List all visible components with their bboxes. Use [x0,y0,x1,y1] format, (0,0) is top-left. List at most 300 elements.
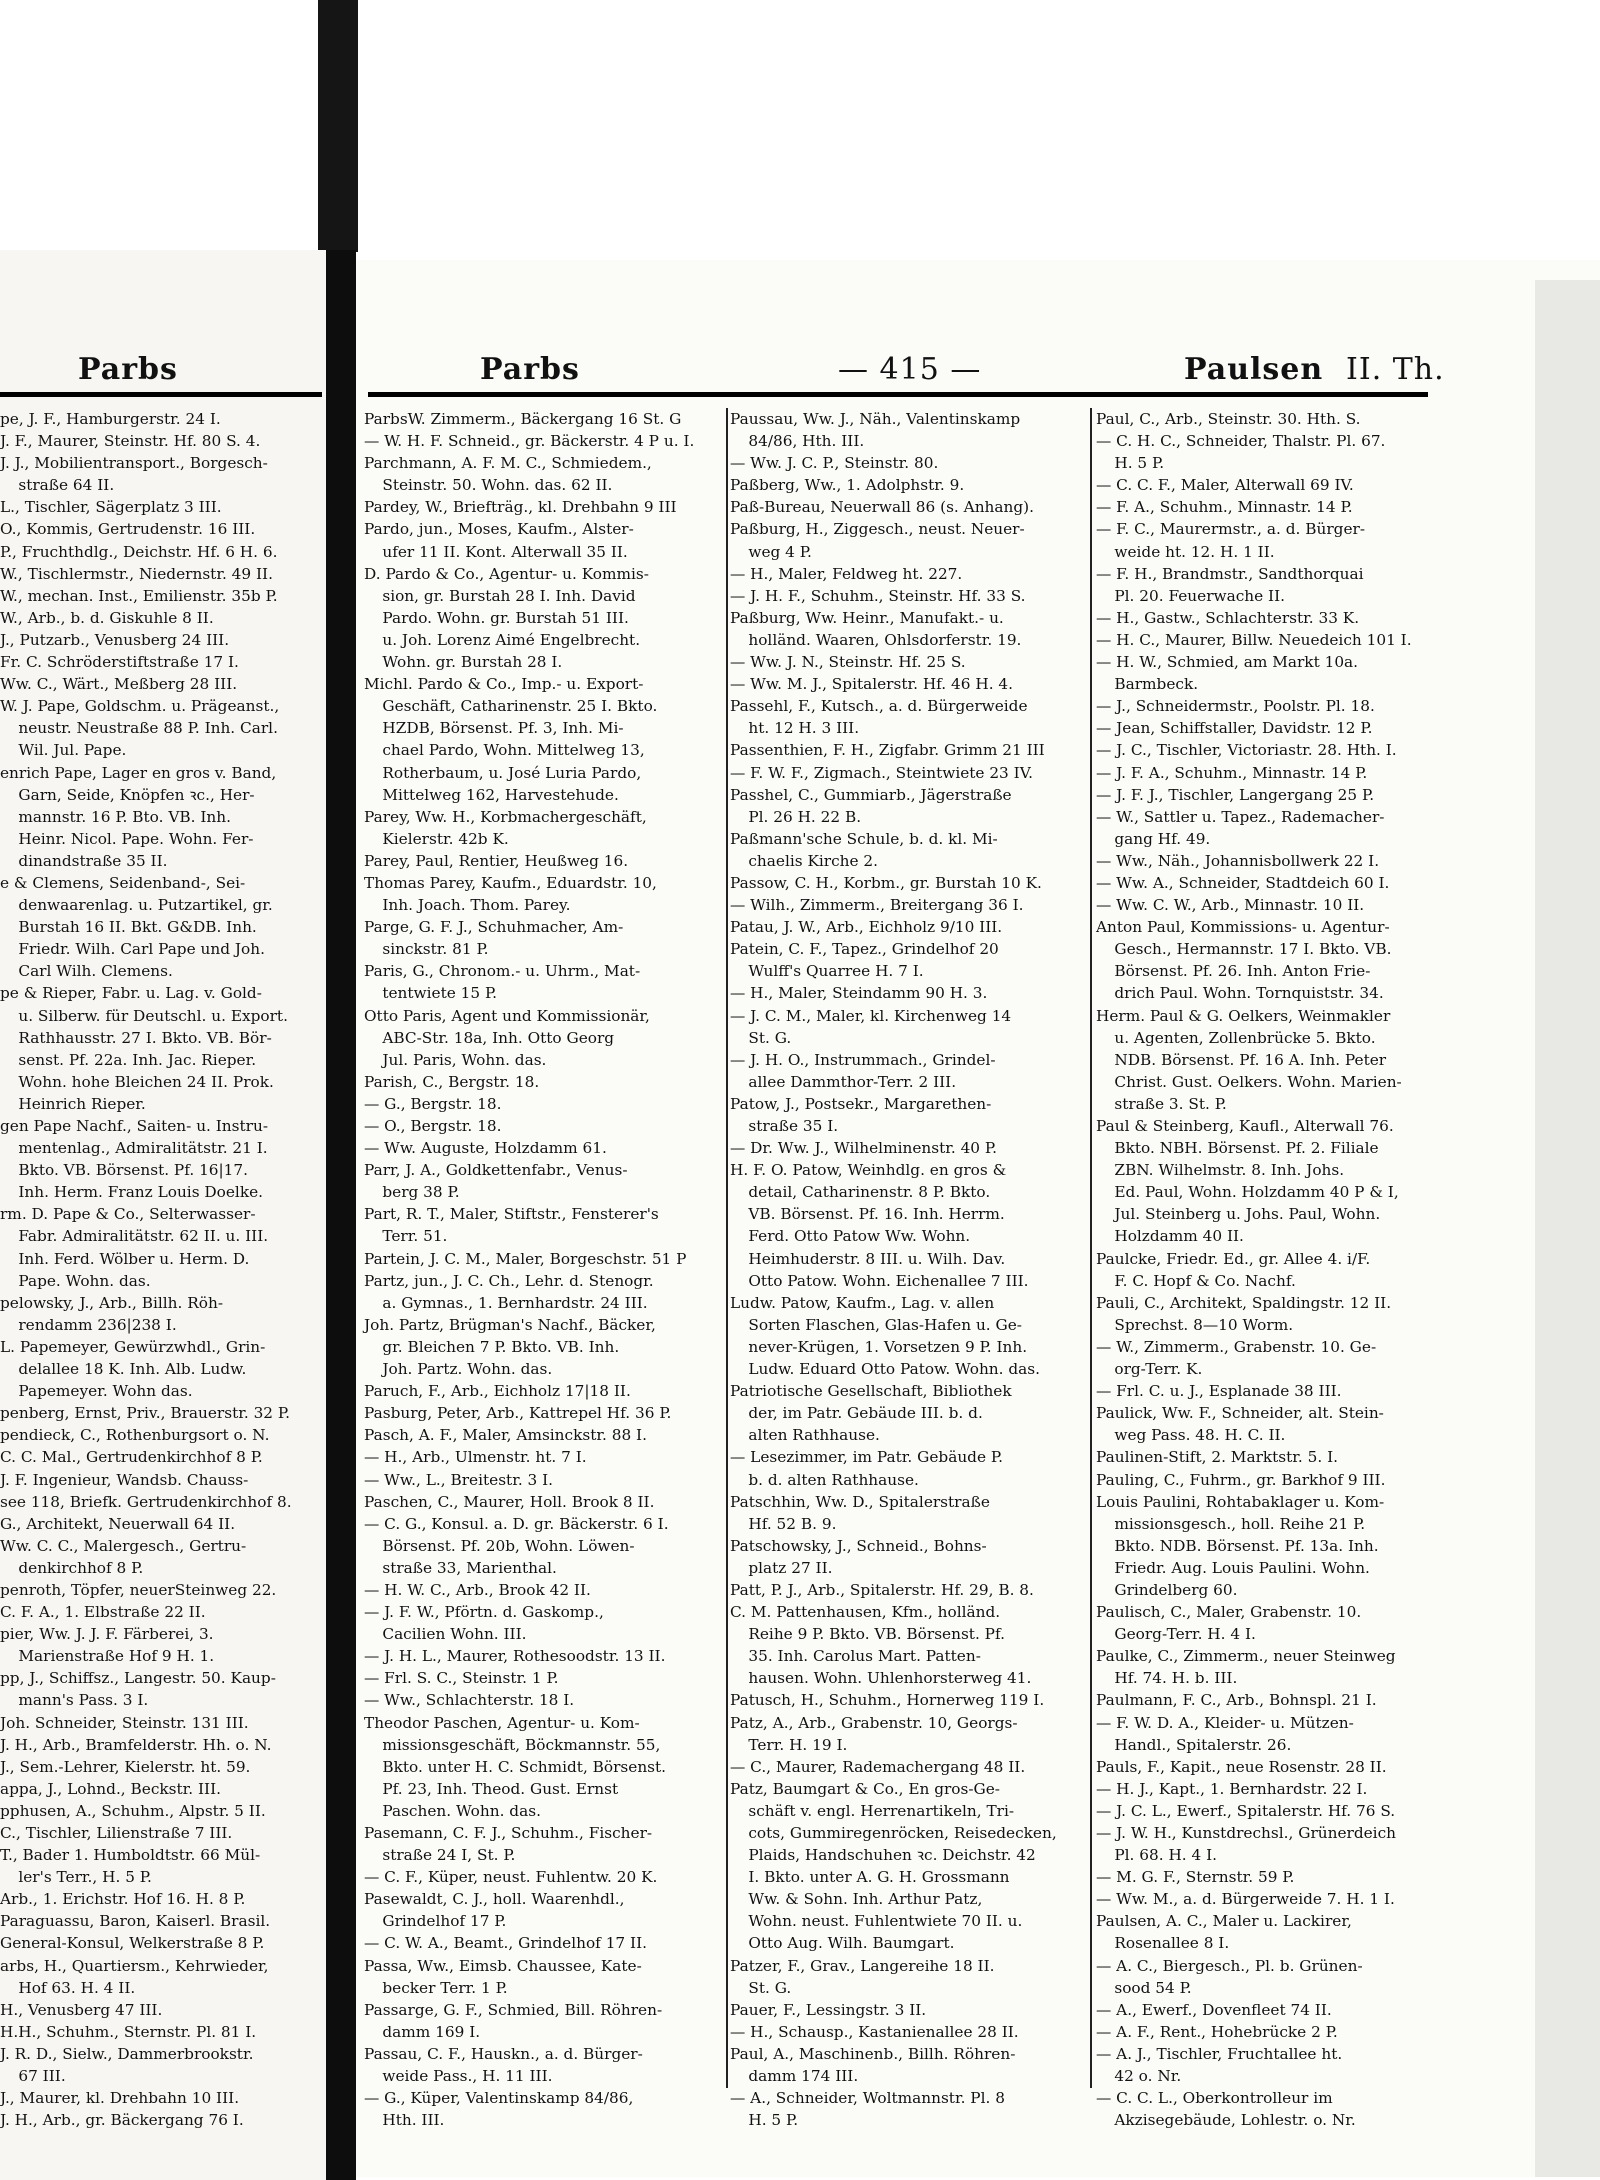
directory-entry-line: — F. C., Maurermstr., a. d. Bürger- [1096,520,1365,539]
directory-entry-line: — J. W. H., Kunstdrechsl., Grünerdeich [1096,1824,1396,1842]
directory-entry-line: Patau, J. W., Arb., Eichholz 9/10 III. [730,918,1003,937]
directory-entry-line: L., Tischler, Sägerplatz 3 III. [0,498,222,517]
directory-entry-line: Jul. Paris, Wohn. das. [382,1050,547,1069]
left-header-rule [0,392,322,397]
directory-entry-line: — W. H. F. Schneid., gr. Bäckerstr. 4 P u. I. [364,432,695,451]
directory-entry-line: neustr. Neustraße 88 P. Inh. Carl. [18,719,278,738]
directory-entry-line: chael Pardo, Wohn. Mittelweg 13, [382,741,645,760]
directory-entry-line: J. F., Maurer, Steinstr. Hf. 80 S. 4. [0,432,261,451]
directory-entry-line: W. J. Pape, Goldschm. u. Prägeanst., [0,697,280,716]
directory-entry-line: Paulisch, C., Maler, Grabenstr. 10. [1096,1603,1362,1622]
directory-entry-line: D. Pardo & Co., Agentur- u. Kommis- [364,564,649,583]
directory-entry-line: — F. H., Brandmstr., Sandthorquai [1096,564,1364,583]
directory-entry-line: Anton Paul, Kommissions- u. Agentur- [1096,918,1390,937]
directory-entry-line: — C. C. F., Maler, Alterwall 69 IV. [1096,476,1354,495]
directory-entry-line: J. F. Ingenieur, Wandsb. Chauss- [0,1470,249,1489]
directory-entry-line: holländ. Waaren, Ohlsdorferstr. 19. [748,630,1022,649]
directory-entry-line: Louis Paulini, Rohtabaklager u. Kom- [1096,1492,1385,1511]
directory-entry-line: Patriotische Gesellschaft, Bibliothek [730,1382,1012,1401]
directory-entry-line: Bkto. NDB. Börsenst. Pf. 13a. Inh. [1114,1536,1379,1555]
directory-entry-line: e & Clemens, Seidenband-, Sei- [0,873,246,892]
directory-entry-line: Partein, J. C. M., Maler, Borgeschstr. 51 P [364,1249,687,1268]
directory-entry-line: Ww. C., Wärt., Meßberg 28 III. [0,675,238,694]
directory-entry-line: — Frl. C. u. J., Esplanade 38 III. [1096,1382,1342,1401]
directory-entry-line: missionsgeschäft, Böckmannstr. 55, [382,1735,661,1754]
directory-entry-line: ufer 11 II. Kont. Alterwall 35 II. [382,542,628,561]
directory-entry-line: Paulmann, F. C., Arb., Bohnspl. 21 I. [1096,1691,1377,1710]
directory-entry-line: — J. F. A., Schuhm., Minnastr. 14 P. [1096,763,1368,782]
directory-entry-line: Hth. III. [382,2111,445,2130]
directory-entry-line: Wohn. gr. Burstah 28 I. [382,653,563,672]
directory-entry-line: hausen. Wohn. Uhlenhorsterweg 41. [748,1669,1032,1688]
directory-entry-line: — A. J., Tischler, Fruchtallee ht. [1096,2044,1343,2063]
directory-entry-line: a. Gymnas., 1. Bernhardstr. 24 III. [382,1293,648,1312]
directory-entry-line: rendamm 236|238 I. [18,1315,177,1334]
book-gutter [326,250,356,2180]
directory-entry-line: — A., Ewerf., Dovenfleet 74 II. [1096,2000,1332,2019]
gutter-shadow-top [318,0,358,252]
directory-entry-line: Paschen, C., Maurer, Holl. Brook 8 II. [364,1492,655,1511]
directory-entry-line: tentwiete 15 P. [382,984,498,1003]
directory-entry-line: — C. W. A., Beamt., Grindelhof 17 II. [364,1934,647,1953]
directory-entry-line: J. J., Mobilientransport., Borgesch- [0,454,268,473]
directory-entry-line: Pardo. Wohn. gr. Burstah 51 III. [382,608,629,627]
directory-entry-line: gang Hf. 49. [1114,829,1211,848]
directory-entry-line: Paulinen-Stift, 2. Marktstr. 5. I. [1096,1448,1339,1467]
directory-entry-line: St. G. [748,1978,792,1997]
directory-entry-line: Rathhausstr. 27 I. Bkto. VB. Bör- [18,1028,272,1047]
directory-entry-line: Paul, A., Maschinenb., Billh. Röhren- [730,2044,1016,2063]
directory-entry-line: Otto Patow. Wohn. Eichenallee 7 III. [748,1271,1029,1290]
directory-entry-line: Paris, G., Chronom.- u. Uhrm., Mat- [364,962,641,981]
directory-entry-line: Patzer, F., Grav., Langereihe 18 II. [730,1956,995,1975]
directory-entry-line: ZBN. Wilhelmstr. 8. Inh. Johs. [1114,1161,1345,1180]
directory-entry-line: rm. D. Pape & Co., Selterwasser- [0,1205,256,1224]
directory-entry-line: Christ. Gust. Oelkers. Wohn. Marien- [1114,1072,1402,1091]
directory-entry-line: F. C. Hopf & Co. Nachf. [1114,1271,1296,1290]
directory-entry-line: Handl., Spitalerstr. 26. [1114,1735,1292,1754]
directory-entry-line: Ludw. Eduard Otto Patow. Wohn. das. [748,1360,1041,1379]
right-page-header-name: Paulsen [1184,352,1324,387]
directory-entry-line: Otto Paris, Agent und Kommissionär, [364,1006,650,1025]
directory-entry-line: pphusen, A., Schuhm., Alpstr. 5 II. [0,1801,266,1820]
directory-entry-line: — F. W. D. A., Kleider- u. Mützen- [1096,1713,1354,1732]
directory-entry-line: I. Bkto. unter A. G. H. Grossmann [748,1868,1010,1887]
directory-entry-line: pe & Rieper, Fabr. u. Lag. v. Gold- [0,984,262,1003]
directory-entry-line: — A. F., Rent., Hohebrücke 2 P. [1096,2022,1338,2041]
directory-entry-line: — C., Maurer, Rademachergang 48 II. [730,1757,1026,1776]
directory-entry-line: Steinstr. 50. Wohn. das. 62 II. [382,476,613,495]
directory-entry-line: — H. J., Kapt., 1. Bernhardstr. 22 I. [1096,1779,1368,1798]
directory-entry-line: u. Silberw. für Deutschl. u. Export. [18,1006,288,1025]
directory-entry-line: Paßberg, Ww., 1. Adolphstr. 9. [730,476,965,495]
directory-entry-line: J. H., Arb., Bramfelderstr. Hh. o. N. [0,1735,272,1754]
directory-entry-line: sinckstr. 81 P. [382,940,489,959]
directory-entry-line: — C. H. C., Schneider, Thalstr. Pl. 67. [1096,432,1386,451]
directory-entry-line: — Ww. J. C. P., Steinstr. 80. [730,454,939,473]
directory-entry-line: Fr. C. Schröderstiftstraße 17 I. [0,653,239,672]
directory-entry-line: schäft v. engl. Herrenartikeln, Tri- [748,1801,1015,1820]
directory-entry-line: Pape. Wohn. das. [18,1271,151,1290]
directory-entry-line: Terr. H. 19 I. [748,1735,848,1754]
directory-entry-line: Wohn. neust. Fuhlentwiete 70 II. u. [748,1912,1023,1931]
directory-entry-line: der, im Patr. Gebäude III. b. d. [748,1404,983,1423]
directory-entry-line: Paussau, Ww. J., Näh., Valentinskamp [730,410,1021,428]
directory-entry-line: Pardey, W., Briefträg., kl. Drehbahn 9 III [364,498,677,517]
directory-entry-line: Hof 63. H. 4 II. [18,1978,136,1997]
directory-entry-line: mann's Pass. 3 I. [18,1691,149,1710]
directory-entry-line: straße 64 II. [18,476,115,495]
directory-entry-line: Patz, A., Arb., Grabenstr. 10, Georgs- [730,1713,1018,1732]
directory-entry-line: straße 3. St. P. [1114,1094,1227,1113]
directory-entry-line: mannstr. 16 P. Bto. VB. Inh. [18,807,231,826]
directory-entry-line: — H. W., Schmied, am Markt 10a. [1096,653,1359,672]
directory-entry-line: — Jean, Schiffstaller, Davidstr. 12 P. [1096,719,1373,738]
directory-entry-line: Geschäft, Catharinenstr. 25 I. Bkto. [382,697,658,716]
directory-entry-line: — J. F. J., Tischler, Langergang 25 P. [1096,785,1375,804]
directory-entry-line: Ww. C. C., Malergesch., Gertru- [0,1536,247,1555]
directory-entry-line: — Ww. M. J., Spitalerstr. Hf. 46 H. 4. [730,675,1014,694]
directory-entry-line: org-Terr. K. [1114,1360,1203,1379]
page-edge [1535,280,1600,2177]
directory-entry-line: b. d. alten Rathhause. [748,1470,919,1489]
directory-entry-line: missionsgesch., holl. Reihe 21 P. [1114,1514,1366,1533]
directory-column-2 [730,408,1086,2130]
directory-entry-line: — C. C. L., Oberkontrolleur im [1096,2089,1333,2108]
directory-entry-line: — C. G., Konsul. a. D. gr. Bäckerstr. 6 I. [364,1514,669,1533]
directory-entry-line: Theodor Paschen, Agentur- u. Kom- [364,1713,640,1732]
directory-entry-line: Kielerstr. 42b K. [382,829,509,848]
directory-entry-line: Sorten Flaschen, Glas-Hafen u. Ge- [748,1315,1022,1334]
directory-entry-line: — M. G. F., Sternstr. 59 P. [1096,1868,1295,1887]
directory-entry-line: gen Pape Nachf., Saiten- u. Instru- [0,1117,268,1135]
directory-entry-line: Passow, C. H., Korbm., gr. Burstah 10 K. [730,873,1042,892]
directory-entry-line: Ferd. Otto Patow Ww. Wohn. [748,1227,971,1246]
directory-entry-line: — W., Zimmerm., Grabenstr. 10. Ge- [1096,1337,1377,1356]
directory-entry-line: — J. F. W., Pförtn. d. Gaskomp., [364,1603,604,1622]
directory-entry-line: Bkto. NBH. Börsenst. Pf. 2. Filiale [1114,1139,1379,1158]
directory-entry-line: sion, gr. Burstah 28 I. Inh. David [382,586,636,605]
directory-entry-line: Passa, Ww., Eimsb. Chaussee, Kate- [364,1956,642,1975]
directory-entry-line: Passenthien, F. H., Zigfabr. Grimm 21 III [730,741,1045,760]
directory-entry-line: Paß-Bureau, Neuerwall 86 (s. Anhang). [730,498,1034,517]
directory-entry-line: — Ww., L., Breitestr. 3 I. [364,1470,554,1489]
directory-entry-line: Parr, J. A., Goldkettenfabr., Venus- [364,1161,628,1180]
directory-entry-line: Paulick, Ww. F., Schneider, alt. Stein- [1096,1404,1384,1423]
directory-entry-line: Patz, Baumgart & Co., En gros-Ge- [730,1779,1000,1798]
right-header-rule [368,392,1428,397]
directory-entry-line: denwaarenlag. u. Putzartikel, gr. [18,896,273,915]
directory-entry-line: Paßburg, H., Ziggesch., neust. Neuer- [730,520,1025,539]
directory-entry-line: Reihe 9 P. Bkto. VB. Börsenst. Pf. [748,1625,1005,1644]
directory-entry-line: Wulff's Quarree H. 7 I. [748,962,924,981]
directory-entry-line: Pl. 20. Feuerwache II. [1114,586,1286,605]
directory-entry-line: — H. W. C., Arb., Brook 42 II. [364,1580,591,1599]
directory-entry-line: Passhel, C., Gummiarb., Jägerstraße [730,785,1012,804]
directory-entry-line: — Dr. Ww. J., Wilhelminenstr. 40 P. [730,1139,997,1158]
directory-entry-line: Marienstraße Hof 9 H. 1. [18,1647,215,1666]
directory-entry-line: Georg-Terr. H. 4 I. [1114,1625,1256,1644]
directory-entry-line: Sprechst. 8—10 Worm. [1114,1315,1294,1334]
directory-entry-line: Pauling, C., Fuhrm., gr. Barkhof 9 III. [1096,1470,1386,1489]
directory-entry-line: sood 54 P. [1114,1978,1192,1997]
directory-entry-line: J., Putzarb., Venusberg 24 III. [0,630,230,649]
directory-entry-line: berg 38 P. [382,1183,460,1202]
directory-entry-line: Joh. Partz. Wohn. das. [382,1360,553,1379]
directory-entry-line: Patusch, H., Schuhm., Hornerweg 119 I. [730,1691,1045,1710]
directory-entry-line: Joh. Schneider, Steinstr. 131 III. [0,1713,249,1732]
directory-entry-line: O., Kommis, Gertrudenstr. 16 III. [0,520,256,539]
directory-entry-line: becker Terr. 1 P. [382,1978,508,1997]
directory-entry-line: H.H., Schuhm., Sternstr. Pl. 81 I. [0,2022,257,2041]
directory-entry-line: W., Arb., b. d. Giskuhle 8 II. [0,608,214,627]
directory-entry-line: — A., Schneider, Woltmannstr. Pl. 8 [730,2089,1005,2108]
directory-entry-line: Arb., 1. Erichstr. Hof 16. H. 8 P. [0,1890,246,1909]
directory-entry-line: — F. W. F., Zigmach., Steintwiete 23 IV. [730,763,1033,782]
directory-entry-line: damm 169 I. [382,2022,481,2041]
directory-entry-line: — Ww. A., Schneider, Stadtdeich 60 I. [1096,873,1390,892]
directory-entry-line: — J., Schneidermstr., Poolstr. Pl. 18. [1096,697,1375,716]
directory-entry-line: — G., Küper, Valentinskamp 84/86, [364,2089,634,2108]
directory-entry-line: H., Venusberg 47 III. [0,2000,163,2019]
left-page-column [0,408,322,2130]
directory-entry-line: — J. C. M., Maler, kl. Kirchenweg 14 [730,1006,1012,1025]
directory-entry-line: Pl. 68. H. 4 I. [1114,1846,1218,1865]
directory-entry-line: NDB. Börsenst. Pf. 16 A. Inh. Peter [1114,1050,1387,1069]
directory-entry-line: C., Tischler, Lilienstraße 7 III. [0,1824,233,1842]
directory-entry-line: weg 4 P. [748,542,812,561]
directory-entry-line: Gesch., Hermannstr. 17 I. Bkto. VB. [1114,940,1392,959]
directory-entry-line: Pasburg, Peter, Arb., Kattrepel Hf. 36 P. [364,1404,672,1423]
directory-entry-line: — Wilh., Zimmerm., Breitergang 36 I. [730,896,1024,915]
directory-entry-line: ht. 12 H. 3 III. [748,719,860,738]
directory-entry-line: Paulke, C., Zimmerm., neuer Steinweg [1096,1647,1396,1666]
directory-entry-line: Otto Aug. Wilh. Baumgart. [748,1934,955,1953]
directory-entry-line: straße 33, Marienthal. [382,1558,557,1577]
directory-entry-line: H. F. O. Patow, Weinhdlg. en gros & [730,1161,1007,1180]
directory-entry-line: Ww. & Sohn. Inh. Arthur Patz, [748,1890,983,1909]
directory-entry-line: Terr. 51. [382,1227,448,1246]
directory-entry-line: L. Papemeyer, Gewürzwhdl., Grin- [0,1337,266,1356]
directory-entry-line: Rosenallee 8 I. [1114,1934,1230,1953]
left-page-header: Parbs [78,352,178,387]
directory-entry-line: Burstah 16 II. Bkt. G&DB. Inh. [18,918,257,937]
directory-entry-line: Friedr. Aug. Louis Paulini. Wohn. [1114,1558,1370,1577]
directory-entry-line: — W., Sattler u. Tapez., Rademacher- [1096,807,1385,826]
directory-entry-line: Paulcke, Friedr. Ed., gr. Allee 4. i/F. [1096,1249,1371,1268]
directory-entry-line: H. 5 P. [1114,454,1165,473]
directory-entry-line: allee Dammthor-Terr. 2 III. [748,1072,957,1091]
directory-entry-line: — Ww., Näh., Johannisbollwerk 22 I. [1096,851,1380,870]
directory-entry-line: ParbsW. Zimmerm., Bäckergang 16 St. G [364,410,682,428]
directory-entry-line: T., Bader 1. Humboldtstr. 66 Mül- [0,1846,261,1865]
directory-entry-line: — Frl. S. C., Steinstr. 1 P. [364,1669,559,1688]
directory-entry-line: weide ht. 12. H. 1 II. [1114,542,1275,561]
directory-entry-line: J. H., Arb., gr. Bäckergang 76 I. [0,2111,244,2130]
directory-entry-line: pier, Ww. J. J. F. Färberei, 3. [0,1625,214,1644]
directory-entry-line: Grindelberg 60. [1114,1580,1238,1599]
directory-entry-line: — H., Maler, Steindamm 90 H. 3. [730,984,988,1003]
part-label: II. Th. [1346,352,1445,387]
directory-entry-line: — O., Bergstr. 18. [364,1117,502,1135]
directory-entry-line: Grindelhof 17 P. [382,1912,507,1931]
directory-entry-line: Joh. Partz, Brügman's Nachf., Bäcker, [364,1315,656,1334]
directory-entry-line: — J. H. F., Schuhm., Steinstr. Hf. 33 S. [730,586,1026,605]
directory-entry-line: — J. H. O., Instrummach., Grindel- [730,1050,996,1069]
directory-entry-line: Friedr. Wilh. Carl Pape und Joh. [18,940,265,959]
directory-entry-line: C. C. Mal., Gertrudenkirchhof 8 P. [0,1448,263,1467]
directory-entry-line: platz 27 II. [748,1558,833,1577]
directory-entry-line: mentenlag., Admiralitätstr. 21 I. [18,1139,268,1158]
directory-entry-line: enrich Pape, Lager en gros v. Band, [0,763,277,782]
directory-entry-line: — J. C. L., Ewerf., Spitalerstr. Hf. 76 S. [1096,1801,1396,1820]
directory-entry-line: Patschhin, Ww. D., Spitalerstraße [730,1492,990,1511]
directory-entry-line: Heimhuderstr. 8 III. u. Wilh. Dav. [748,1249,1006,1268]
directory-entry-line: gr. Bleichen 7 P. Bkto. VB. Inh. [382,1337,620,1356]
directory-entry-line: ABC-Str. 18a, Inh. Otto Georg [382,1028,615,1047]
directory-entry-line: Parge, G. F. J., Schuhmacher, Am- [364,918,624,937]
directory-entry-line: Pauli, C., Architekt, Spaldingstr. 12 II. [1096,1293,1392,1312]
directory-entry-line: Garn, Seide, Knöpfen ꝛc., Her- [18,785,255,804]
directory-entry-line: H. 5 P. [748,2111,799,2130]
directory-entry-line: detail, Catharinenstr. 8 P. Bkto. [748,1183,991,1202]
directory-entry-line: — C. F., Küper, neust. Fuhlentw. 20 K. [364,1868,658,1887]
directory-entry-line: Inh. Herm. Franz Louis Doelke. [18,1183,264,1202]
directory-entry-line: Patein, C. F., Tapez., Grindelhof 20 [730,940,999,959]
directory-entry-line: chaelis Kirche 2. [748,851,879,870]
directory-entry-line: pp, J., Schiffsz., Langestr. 50. Kaup- [0,1669,276,1688]
directory-entry-line: — Ww. C. W., Arb., Minnastr. 10 II. [1096,896,1365,915]
directory-entry-line: Fabr. Admiralitätstr. 62 II. u. III. [18,1227,269,1246]
directory-entry-line: Akzisegebäude, Lohlestr. o. Nr. [1114,2111,1356,2130]
directory-entry-line: — Ww. Auguste, Holzdamm 61. [364,1139,607,1158]
directory-entry-line: pe, J. F., Hamburgerstr. 24 I. [0,410,221,428]
directory-entry-line: Wohn. hohe Bleichen 24 II. Prok. [18,1072,274,1091]
directory-entry-line: Carl Wilh. Clemens. [18,962,173,981]
directory-entry-line: u. Agenten, Zollenbrücke 5. Bkto. [1114,1028,1376,1047]
directory-entry-line: Rotherbaum, u. José Luria Pardo, [382,763,642,782]
column-separator-1 [726,408,728,2088]
directory-entry-line: Bkto. unter H. C. Schmidt, Börsenst. [382,1757,667,1776]
directory-entry-line: Passehl, F., Kutsch., a. d. Bürgerweide [730,697,1028,716]
directory-entry-line: u. Joh. Lorenz Aimé Engelbrecht. [382,630,641,649]
directory-entry-line: Mittelweg 162, Harvestehude. [382,785,619,804]
directory-column-1 [364,408,722,2130]
directory-entry-line: pendieck, C., Rothenburgsort o. N. [0,1426,270,1445]
directory-entry-line: — F. A., Schuhm., Minnastr. 14 P. [1096,498,1353,517]
directory-entry-line: Barmbeck. [1114,675,1199,694]
directory-entry-line: never-Krügen, 1. Vorsetzen 9 P. Inh. [748,1337,1028,1356]
directory-entry-line: drich Paul. Wohn. Tornquiststr. 34. [1114,984,1384,1003]
directory-entry-line: Paßmann'sche Schule, b. d. kl. Mi- [730,829,998,848]
directory-entry-line: Börsenst. Pf. 26. Inh. Anton Frie- [1114,962,1371,981]
directory-entry-line: J., Maurer, kl. Drehbahn 10 III. [0,2089,240,2108]
directory-entry-line: — Ww. J. N., Steinstr. Hf. 25 S. [730,653,966,672]
directory-entry-line: — J. C., Tischler, Victoriastr. 28. Hth. I. [1096,741,1397,760]
directory-entry-line: HZDB, Börsenst. Pf. 3, Inh. Mi- [382,719,624,738]
directory-entry-line: penberg, Ernst, Priv., Brauerstr. 32 P. [0,1404,290,1423]
directory-entry-line: Pardo, jun., Moses, Kaufm., Alster- [364,520,634,539]
directory-entry-line: Bkto. VB. Börsenst. Pf. 16|17. [18,1161,249,1180]
directory-entry-line: delallee 18 K. Inh. Alb. Ludw. [18,1360,247,1379]
directory-entry-line: Partz, jun., J. C. Ch., Lehr. d. Stenogr. [364,1271,654,1290]
directory-entry-line: Paraguassu, Baron, Kaiserl. Brasil. [0,1912,271,1931]
column-separator-2 [1090,408,1092,2088]
directory-entry-line: ler's Terr., H. 5 P. [18,1868,152,1887]
directory-entry-line: cots, Gummiregenröcken, Reisedecken, [748,1824,1057,1842]
directory-entry-line: Pf. 23, Inh. Theod. Gust. Ernst [382,1779,619,1798]
directory-entry-line: G., Architekt, Neuerwall 64 II. [0,1514,236,1533]
directory-entry-line: Pasewaldt, C. J., holl. Waarenhdl., [364,1890,625,1909]
directory-entry-line: Holzdamm 40 II. [1114,1227,1244,1246]
directory-entry-line: — H., Gastw., Schlachterstr. 33 K. [1096,608,1360,627]
page-number: — 415 — [838,352,982,387]
directory-entry-line: Wil. Jul. Pape. [18,741,127,760]
directory-entry-line: Herm. Paul & G. Oelkers, Weinmakler [1096,1006,1391,1025]
directory-entry-line: St. G. [748,1028,792,1047]
directory-entry-line: Jul. Steinberg u. Johs. Paul, Wohn. [1114,1205,1381,1224]
directory-entry-line: straße 24 I, St. P. [382,1846,516,1865]
directory-entry-line: Hf. 52 B. 9. [748,1514,837,1533]
directory-entry-line: penroth, Töpfer, neuerSteinweg 22. [0,1580,277,1599]
directory-entry-line: W., Tischlermstr., Niedernstr. 49 II. [0,564,273,583]
directory-entry-line: Heinr. Nicol. Pape. Wohn. Fer- [18,829,254,848]
directory-entry-line: — J. H. L., Maurer, Rothesoodstr. 13 II. [364,1647,666,1666]
directory-entry-line: Pauer, F., Lessingstr. 3 II. [730,2000,927,2019]
directory-entry-line: Pauls, F., Kapit., neue Rosenstr. 28 II. [1096,1757,1387,1776]
directory-entry-line: Patow, J., Postsekr., Margarethen- [730,1094,992,1113]
directory-entry-line: Parish, C., Bergstr. 18. [364,1072,540,1091]
directory-entry-line: pelowsky, J., Arb., Billh. Röh- [0,1293,224,1312]
directory-entry-line: — A. C., Biergesch., Pl. b. Grünen- [1096,1956,1363,1975]
directory-entry-line: Cacilien Wohn. III. [382,1625,527,1644]
directory-entry-line: — H., Maler, Feldweg ht. 227. [730,564,963,583]
directory-entry-line: Parchmann, A. F. M. C., Schmiedem., [364,454,652,473]
directory-entry-line: W., mechan. Inst., Emilienstr. 35b P. [0,586,278,605]
directory-entry-line: Part, R. T., Maler, Stiftstr., Fensterer's [364,1205,659,1224]
directory-entry-line: Paul, C., Arb., Steinstr. 30. Hth. S. [1096,410,1361,428]
directory-entry-line: Ed. Paul, Wohn. Holzdamm 40 P & I, [1114,1183,1399,1202]
directory-entry-line: — Ww. M., a. d. Bürgerweide 7. H. 1 I. [1096,1890,1395,1909]
directory-entry-line: J., Sem.-Lehrer, Kielerstr. ht. 59. [0,1757,251,1776]
directory-entry-line: General-Konsul, Welkerstraße 8 P. [0,1934,265,1953]
directory-entry-line: Pasch, A. F., Maler, Amsinckstr. 88 I. [364,1426,647,1445]
directory-entry-line: Ludw. Patow, Kaufm., Lag. v. allen [730,1293,995,1312]
directory-entry-line: Börsenst. Pf. 20b, Wohn. Löwen- [382,1536,635,1555]
directory-entry-line: Passau, C. F., Hauskn., a. d. Bürger- [364,2044,643,2063]
directory-entry-line: Paul & Steinberg, Kaufl., Alterwall 76. [1096,1117,1394,1135]
directory-entry-line: straße 35 I. [748,1117,839,1135]
directory-entry-line: Patt, P. J., Arb., Spitalerstr. Hf. 29, B. 8. [730,1580,1034,1599]
directory-entry-line: VB. Börsenst. Pf. 16. Inh. Herrm. [748,1205,1005,1224]
directory-entry-line: Parey, Paul, Rentier, Heußweg 16. [364,851,629,870]
directory-entry-line: denkirchhof 8 P. [18,1558,144,1577]
directory-entry-line: Hf. 74. H. b. III. [1114,1669,1238,1688]
directory-entry-line: Patschowsky, J., Schneid., Bohns- [730,1536,987,1555]
directory-entry-line: dinandstraße 35 II. [18,851,168,870]
directory-entry-line: Inh. Joach. Thom. Parey. [382,896,571,915]
directory-entry-line: 84/86, Hth. III. [748,432,865,451]
directory-column-3 [1096,408,1448,2130]
directory-entry-line: Thomas Parey, Kaufm., Eduardstr. 10, [364,873,657,892]
right-page-header-left: Parbs [480,352,580,387]
directory-entry-line: Pasemann, C. F. J., Schuhm., Fischer- [364,1824,653,1842]
directory-entry-line: — H., Schausp., Kastanienallee 28 II. [730,2022,1019,2041]
directory-entry-line: Papemeyer. Wohn das. [18,1382,193,1401]
directory-entry-line: P., Fruchthdlg., Deichstr. Hf. 6 H. 6. [0,542,278,561]
directory-entry-line: — Ww., Schlachterstr. 18 I. [364,1691,575,1710]
directory-entry-line: Pl. 26 H. 22 B. [748,807,862,826]
